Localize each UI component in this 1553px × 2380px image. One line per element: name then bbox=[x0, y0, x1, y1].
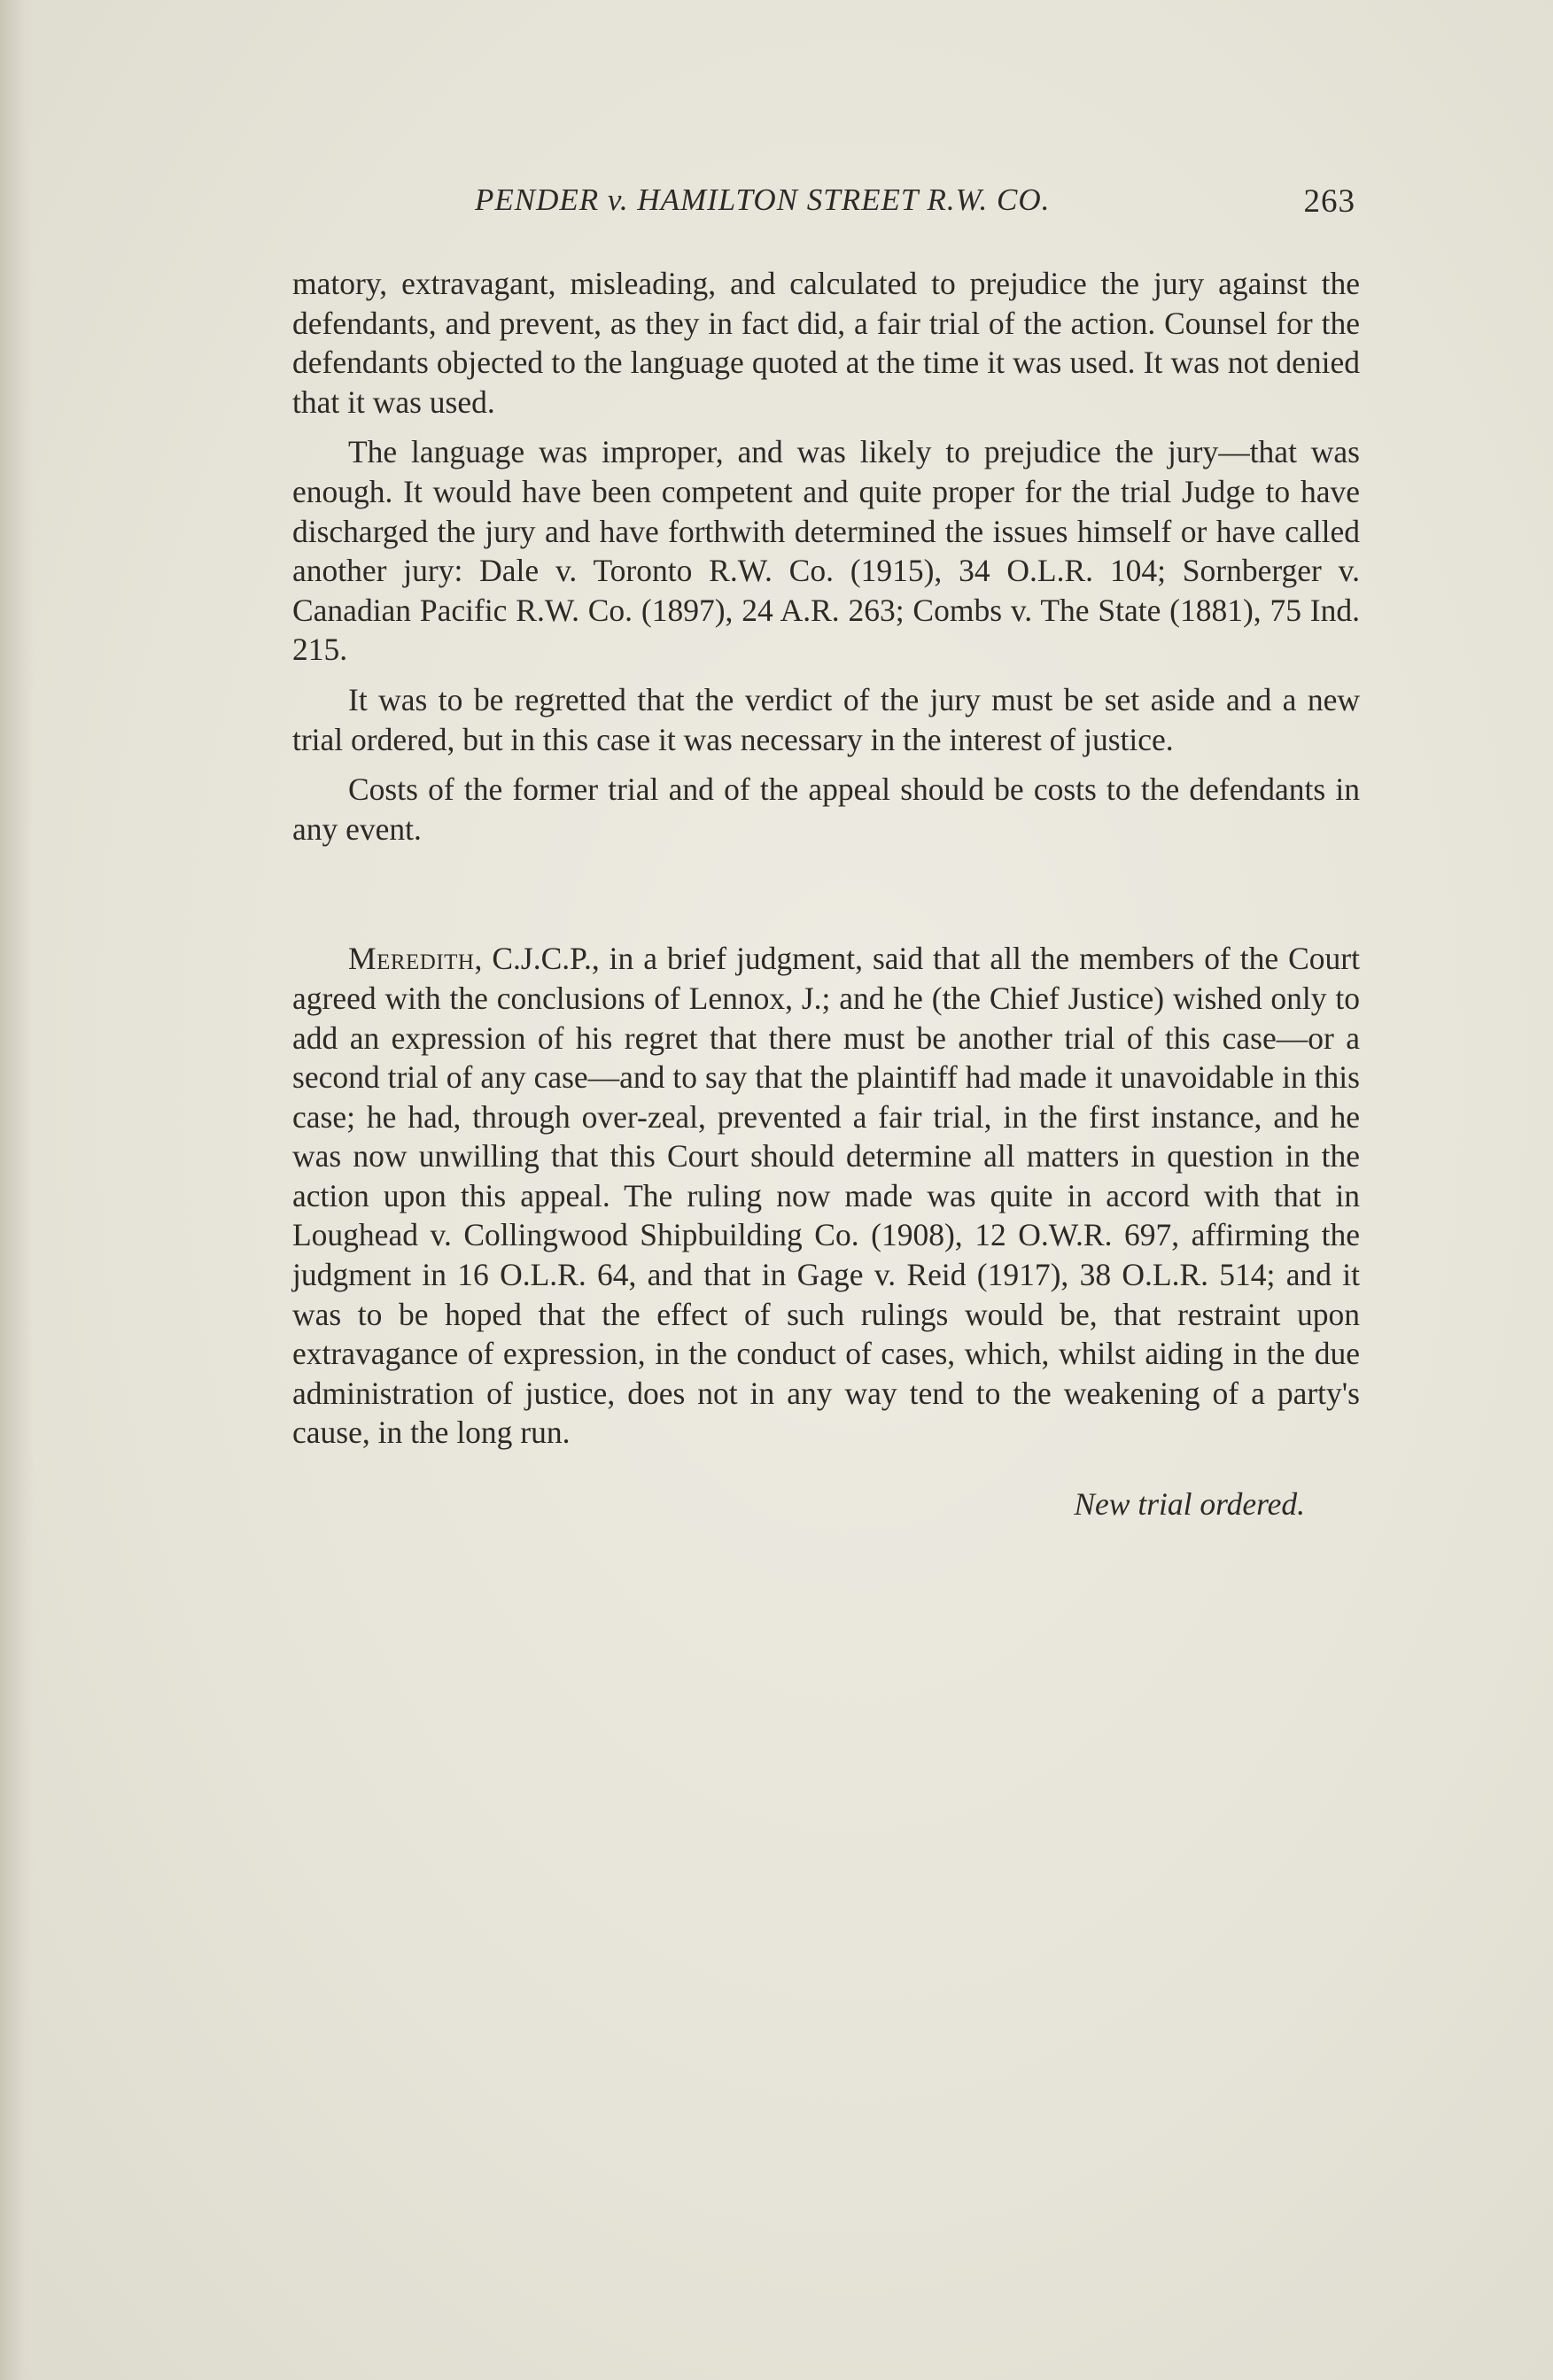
judge-name: Meredith bbox=[348, 941, 475, 977]
paragraph-meredith-judgment bbox=[292, 939, 1360, 1453]
page-edge-shadow bbox=[0, 0, 34, 2380]
meredith-judgment-text: , C.J.C.P., in a brief judgment, said that all the members of the Court agreed with the conclusions of Lennox, J.; and he (the Chief Justice) wished only to add an expression of his regret that there must be another trial of this case—or a second trial of any case—and to say that the plaintiff had made it unavoidable in this case; he had, through over-zeal, prevented a fair trial, in the first instance, and he was now unwilling that this Court should determine all matters in question in the action upon this appeal. The ruling now made was quite in accord with that in Loughead v. Collingwood Shipbuilding Co. (1908), 12 O.W.R. 697, affirming the judgment in 16 O.L.R. 64, and that in Gage v. Reid (1917), 38 O.L.R. 514; and it was to be hoped that the effect of such rulings would be, that restraint upon extravagance of expression, in the conduct of cases, which, whilst aiding in the due administration of justice, does not in any way tend to the weakening of a party's cause, in the long run. bbox=[292, 941, 1360, 1451]
paragraph-improper-language: The language was improper, and was likely to prejudice the jury—that was enough. It would have been competent and quite proper for the trial Judge to have discharged the jury and have forthwith determined the issues himself or have called another jury: Dale v. Toronto R.W. Co. (1915), 34 O.L.R. 104; Sornberger v. Canadian Pacific R.W. Co. (1897), 24 A.R. 263; Combs v. The State (1881), 75 Ind. 215. bbox=[292, 434, 1360, 668]
body-text bbox=[292, 264, 1360, 1524]
page-number: 263 bbox=[1303, 183, 1355, 220]
running-head-title: PENDER v. HAMILTON STREET R.W. CO. bbox=[475, 182, 1051, 217]
paragraph-costs: Costs of the former trial and of the appeal should be costs to the defendants in any event. bbox=[292, 771, 1360, 847]
paragraph-continued: matory, extravagant, misleading, and calculated to prejudice the jury against the defendants, and prevent, as they in fact did, a fair trial of the action. Counsel for the defendants objected to the language quoted at the time it was used. It was not denied that it was used. bbox=[292, 266, 1360, 420]
paragraph-new-trial: It was to be regretted that the verdict of the jury must be set aside and a new trial ordered, but in this case it was necessary in the interest of justice. bbox=[292, 681, 1360, 757]
disposition: New trial ordered. bbox=[1074, 1486, 1305, 1523]
running-head bbox=[292, 182, 1355, 236]
